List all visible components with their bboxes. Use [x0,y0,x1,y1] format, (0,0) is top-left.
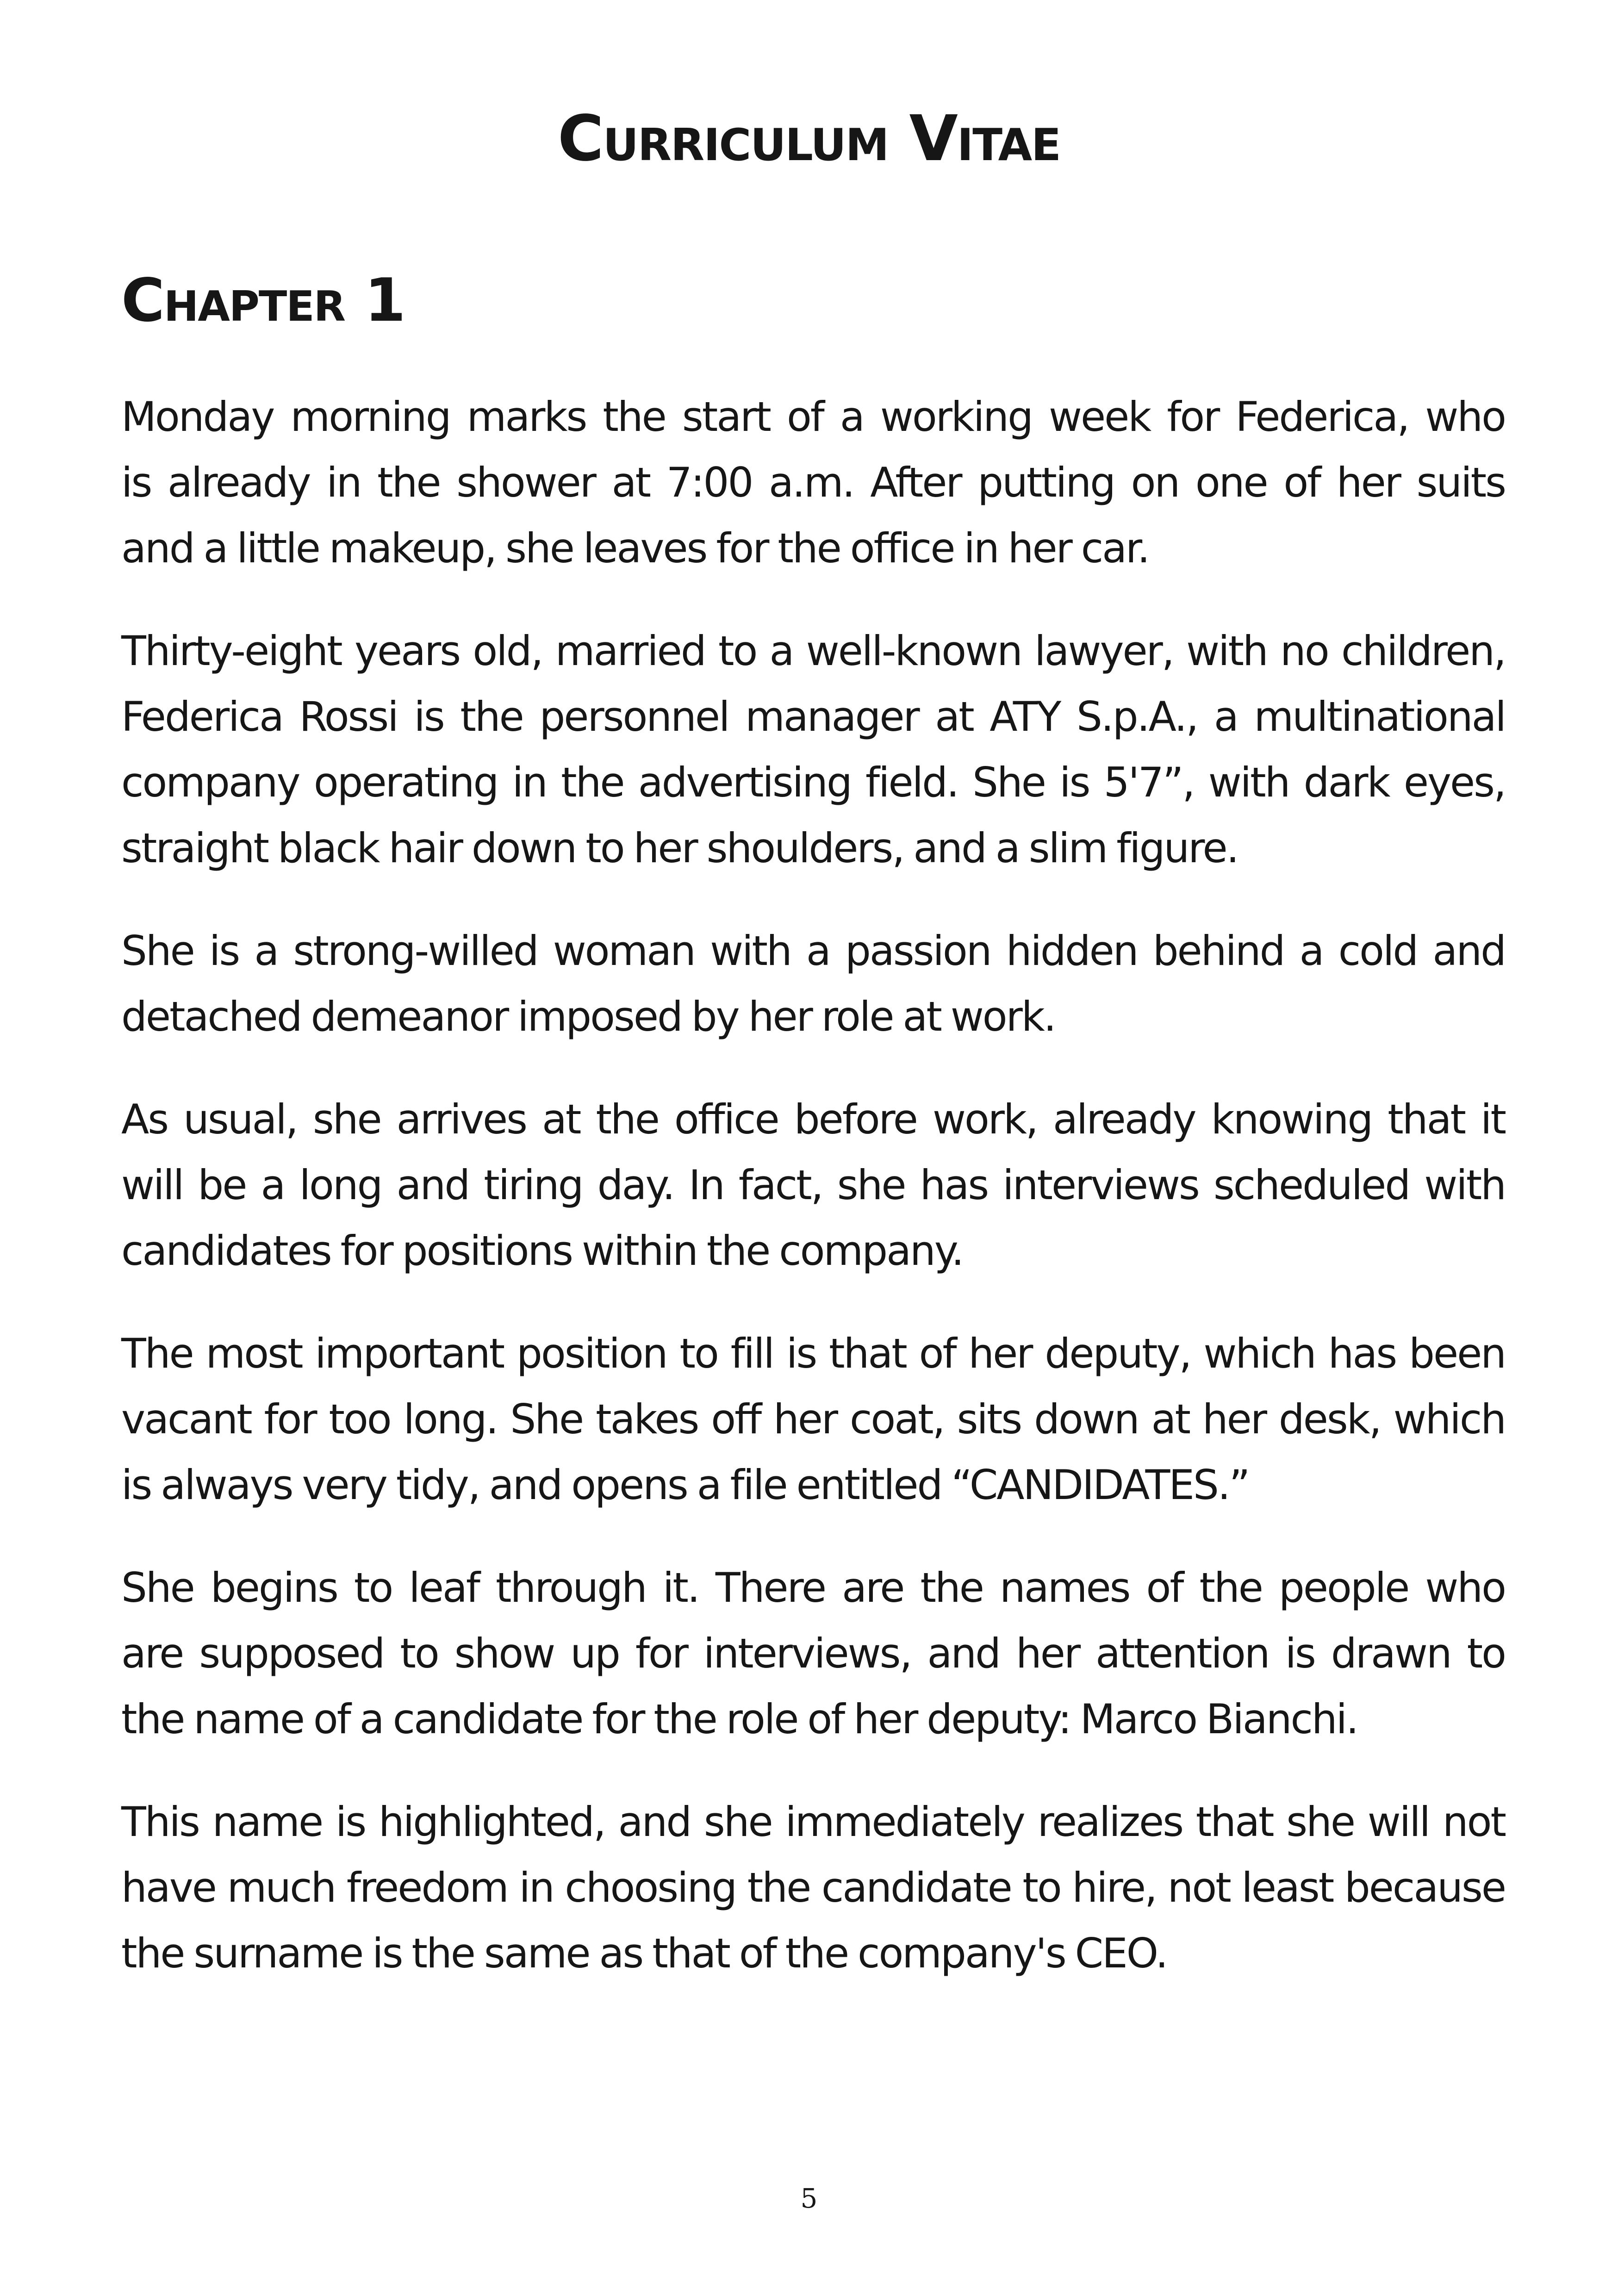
text-line: and a little makeup, she leaves for the office in her car. [121,524,1149,572]
paragraph [121,618,1505,881]
text-line: candidates for positions within the company. [121,1227,963,1275]
text-line: are supposed to show up for interviews, and her attention is drawn to [121,1630,1505,1677]
text-line: is always very tidy, and opens a file entitled “CANDIDATES.” [121,1461,1249,1509]
chapter-body [121,384,1505,2023]
text-line: vacant for too long. She takes off her coat, sits down at her desk, which [121,1395,1505,1443]
text-line: She is a strong-willed woman with a passion hidden behind a cold and [121,927,1505,975]
paragraph [121,384,1505,581]
text-line: company operating in the advertising field. She is 5'7”, with dark eyes, [121,759,1505,806]
text-line: Federica Rossi is the personnel manager at ATY S.p.A., a multinational [121,693,1505,740]
chapter-heading: Chapter 1 [121,266,405,335]
text-line: detached demeanor imposed by her role at work. [121,993,1055,1040]
page-number: 5 [800,2183,818,2214]
text-line: will be a long and tiring day. In fact, she has interviews scheduled with [121,1161,1505,1209]
text-line: Monday morning marks the start of a working week for Federica, who [121,393,1505,441]
text-line: As usual, she arrives at the office before work, already knowing that it [121,1095,1505,1143]
text-line: She begins to leaf through it. There are the names of the people who [121,1564,1505,1612]
text-line: the surname is the same as that of the company's CEO. [121,1929,1167,1977]
text-line: This name is highlighted, and she immediately realizes that she will not [121,1798,1505,1846]
text-line: straight black hair down to her shoulders, and a slim figure. [121,824,1238,872]
paragraph [121,1087,1505,1284]
paragraph [121,1321,1505,1518]
text-line: Thirty-eight years old, married to a well-known lawyer, with no children, [121,627,1505,675]
text-line: have much freedom in choosing the candidate to hire, not least because [121,1864,1505,1911]
paragraph [121,1555,1505,1752]
paragraph [121,918,1505,1050]
text-line: the name of a candidate for the role of her deputy: Marco Bianchi. [121,1695,1358,1743]
text-line: is already in the shower at 7:00 a.m. After putting on one of her suits [121,459,1505,506]
paragraph [121,1789,1505,1986]
book-title: Curriculum Vitae [557,102,1061,175]
text-line: The most important position to fill is that of her deputy, which has been [121,1330,1505,1377]
